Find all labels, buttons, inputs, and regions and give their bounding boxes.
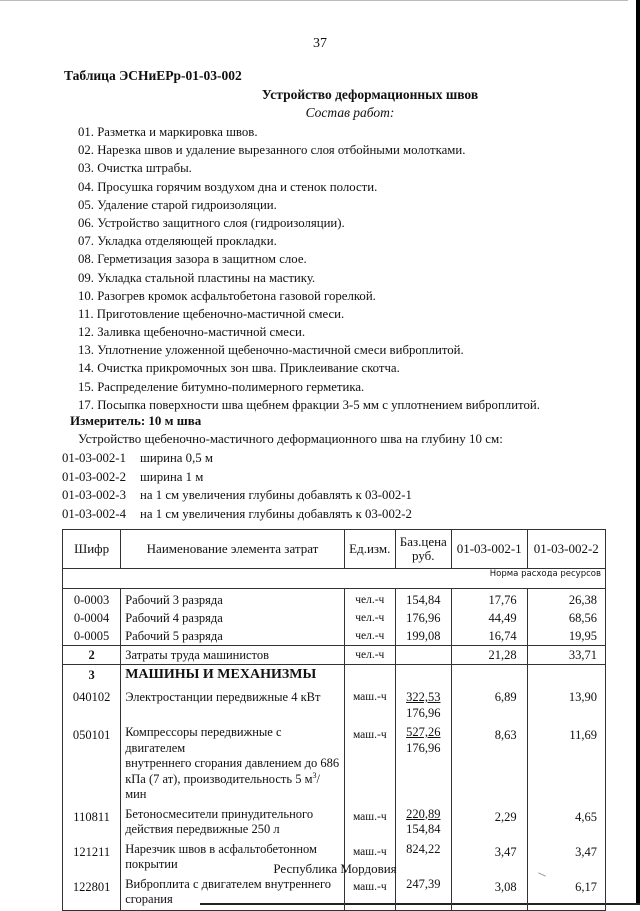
row-v1: 16,74 [451,627,527,646]
norm-row [63,569,606,589]
row-name-line2: внутреннего сгорания давлением до 686 [125,756,340,770]
row-v2: 19,95 [527,627,605,646]
work-item: 08. Герметизация зазора в защитном слое. [78,252,307,267]
row-code: 121211 [63,840,121,875]
row-price: 176,96 [395,609,451,627]
row-code: 110811 [63,805,121,840]
row-code: 2 [63,646,121,665]
section-row-machines [63,665,606,686]
section-code: 3 [63,665,121,686]
row-price [395,685,451,723]
row-v1: 3,47 [451,840,527,875]
price-current: 220,89 [406,806,441,821]
table-row [63,723,606,805]
table-header-row [63,530,606,569]
row-v2: 26,38 [527,589,605,610]
variant-code: 01-03-002-3 [62,488,126,503]
row-name: Рабочий 5 разряда [121,627,345,646]
row-unit: чел.-ч [344,589,395,610]
work-item: 02. Нарезка швов и удаление вырезанного слоя отбойными молотками. [78,143,466,158]
header-price [395,530,451,569]
row-name: Рабочий 4 разряда [121,609,345,627]
empty-cell [527,665,605,686]
row-v1: 6,89 [451,685,527,723]
row-code: 040102 [63,685,121,723]
norm-label: Норма расхода ресурсов [63,569,606,589]
empty-cell [344,665,395,686]
row-unit: чел.-ч [344,646,395,665]
row-name-line2: сгорания [125,892,173,906]
work-item: 14. Очистка прикромочных зон шва. Приклеивание скотча. [78,361,400,376]
price-current: 322,53 [406,690,441,704]
row-name-line1: Компрессоры передвижные с двигателем [125,725,282,755]
row-name: Затраты труда машинистов [121,646,345,665]
work-item: 01. Разметка и маркировка швов. [78,125,258,139]
row-price [395,805,451,840]
variant-text: на 1 см увеличения глубины добавлять к 03-002-1 [140,488,412,503]
row-name: Электростанции передвижные 4 кВт [121,685,345,723]
row-v1: 21,28 [451,646,527,665]
row-name [121,805,345,840]
section-heading: Устройство деформационных швов [261,87,479,102]
row-v1: 17,76 [451,589,527,610]
variant-code: 01-03-002-2 [62,469,126,484]
table-title: Таблица ЭСНиЕРр-01-03-002 [64,68,242,83]
row-v1: 8,63 [451,723,527,805]
variant-item [62,449,412,468]
variant-text: на 1 см увеличения глубины добавлять к 03-002-2 [140,506,412,521]
row-unit: чел.-ч [344,627,395,646]
row-v2: 11,69 [527,723,605,805]
variant-item [62,505,412,524]
table-row [63,805,606,840]
variant-item [62,486,412,505]
table-row [63,685,606,723]
row-v2: 3,47 [527,840,605,875]
row-price: 824,22 [395,840,451,875]
variant-code: 01-03-002-1 [62,451,126,465]
variant-code: 01-03-002-4 [62,506,126,521]
price-operator: 176,96 [406,740,441,755]
work-item: 06. Устройство защитного слоя (гидроизоляции). [78,215,345,230]
superscript: 3 [312,770,317,780]
variant-item [62,468,412,487]
header-variant-2: 01-03-002-2 [527,530,605,569]
row-code: 0-0004 [63,609,121,627]
row-v2: 13,90 [527,685,605,723]
page-footer: Республика Мордовия [273,861,397,876]
works-list [78,123,540,414]
row-unit: маш.-ч [344,685,395,723]
row-v2: 4,65 [527,805,605,840]
row-name: Рабочий 3 разряда [121,589,345,610]
row-name-line1: Виброплита с двигателем внутреннего [125,876,332,891]
row-name-tail: /мин [125,771,320,801]
work-item: 13. Уплотнение уложенной щебеночно-мастичной смеси виброплитой. [78,343,464,358]
row-name-line2: покрытии [125,857,178,871]
header-variant-1: 01-03-002-1 [451,530,527,569]
row-name-line3: кПа (7 ат), производительность 5 м [125,771,313,786]
row-price [395,646,451,665]
row-unit: маш.-ч [344,723,395,805]
header-price-line1: Баз.цена [399,534,447,549]
section-title: МАШИНЫ И МЕХАНИЗМЫ [121,665,345,686]
variant-text: ширина 0,5 м [140,451,213,465]
work-item: 11. Приготовление щебеночно-мастичной смеси. [78,306,345,321]
work-item: 15. Распределение битумно-полимерного герметика. [78,379,365,394]
work-item: 17. Посыпка поверхности шва щебнем фракции 3-5 мм с уплотнением виброплитой. [78,397,540,412]
row-unit: чел.-ч [344,609,395,627]
variants-list [62,449,412,523]
row-price [395,723,451,805]
row-v1: 44,49 [451,609,527,627]
row-v2: 6,17 [527,875,605,911]
row-unit: маш.-ч [344,875,395,911]
page-number: 37 [313,36,327,51]
meter-unit: Измеритель: 10 м шва [70,413,202,428]
row-code: 0-0005 [63,627,121,646]
row-code: 122801 [63,875,121,911]
variant-text: ширина 1 м [140,469,204,484]
row-price: 247,39 [395,875,451,911]
work-item: 10. Разогрев кромок асфальтобетона газовой горелкой. [78,288,376,303]
work-item: 12. Заливка щебеночно-мастичной смеси. [78,325,306,340]
works-subheading: Состав работ: [305,105,395,120]
price-operator: 176,96 [406,705,441,720]
header-name: Наименование элемента затрат [121,530,345,569]
row-v1: 3,08 [451,875,527,911]
page-top-edge [0,0,628,1]
work-item: 09. Укладка стальной пластины на мастику. [78,270,316,285]
row-v2: 68,56 [527,609,605,627]
row-code: 050101 [63,723,121,805]
row-unit: маш.-ч [344,840,395,875]
scan-edge-right [636,0,640,905]
operators-row [63,646,606,665]
header-unit: Ед.изм. [344,530,395,569]
header-price-line2: руб. [412,548,435,563]
work-description: Устройство щебеночно-мастичного деформационного шва на глубину 10 см: [78,431,503,446]
row-name [121,723,345,805]
row-name-line1: Нарезчик швов в асфальтобетонном [125,841,317,856]
row-code: 0-0003 [63,589,121,610]
price-operator: 154,84 [406,822,441,836]
row-name-line2: действия передвижные 250 л [125,822,280,836]
row-unit: маш.-ч [344,805,395,840]
row-name-line1: Бетоносмесители принудительного [125,806,314,821]
table-row [63,627,606,646]
work-item: 07. Укладка отделяющей прокладки. [78,234,277,249]
table-row [63,589,606,610]
row-v2: 33,71 [527,646,605,665]
work-item: 05. Удаление старой гидроизоляции. [78,197,277,212]
row-price: 199,08 [395,627,451,646]
empty-cell [451,665,527,686]
header-code: Шифр [63,530,121,569]
table-row [63,609,606,627]
row-v1: 2,29 [451,805,527,840]
resources-table [62,529,606,911]
work-item: 04. Просушка горячим воздухом дна и стенок полости. [78,179,378,194]
empty-cell [395,665,451,686]
row-price: 154,84 [395,589,451,610]
work-item: 03. Очистка штрабы. [78,161,192,176]
price-current: 527,26 [406,725,441,739]
